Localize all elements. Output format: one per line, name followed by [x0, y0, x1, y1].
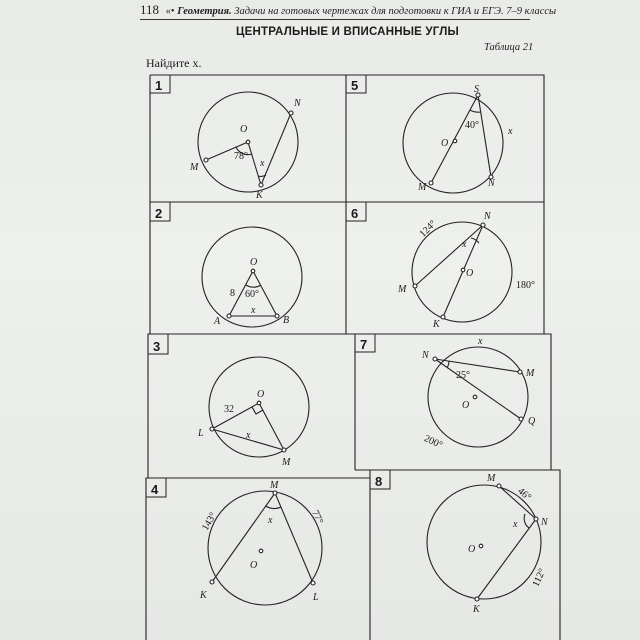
label: 143° — [200, 510, 220, 533]
label: N — [294, 98, 301, 109]
label: 180° — [516, 280, 535, 291]
label: O — [250, 560, 258, 571]
label: O — [468, 544, 476, 555]
page-number: 118 — [140, 2, 160, 17]
label: K — [256, 190, 263, 201]
table-label: Таблица 21 — [484, 42, 534, 53]
label: N — [541, 517, 548, 528]
label: 46° — [515, 485, 534, 504]
label: K — [473, 604, 480, 615]
label: M — [190, 162, 199, 173]
label: x — [508, 126, 513, 137]
problem-number-7: 7 — [360, 337, 368, 352]
label: x — [251, 305, 256, 316]
label: N — [484, 211, 491, 222]
label: x — [478, 336, 483, 347]
label: M — [487, 473, 496, 484]
problem-number-2: 2 — [155, 206, 163, 221]
label: K — [433, 319, 440, 330]
problem-1-figure — [198, 92, 298, 192]
label: 78° — [234, 151, 248, 162]
label: O — [240, 124, 248, 135]
label: 124° — [417, 218, 439, 240]
label: L — [198, 428, 204, 439]
label: A — [214, 316, 221, 327]
header-ornament: «• — [165, 6, 175, 17]
label: 8 — [230, 288, 235, 299]
problem-4-figure — [208, 491, 322, 605]
problem-7-figure — [428, 347, 528, 447]
book-subtitle: Задачи на готовых чертежах для подготовки к ГИА и ЕГЭ. 7–9 классы — [234, 6, 557, 17]
problem-number-4: 4 — [151, 482, 159, 497]
circle — [427, 485, 541, 599]
label: M — [398, 284, 407, 295]
problem-number-6: 6 — [351, 206, 359, 221]
label: x — [268, 515, 273, 526]
label: Q — [528, 416, 536, 427]
label: x — [513, 519, 518, 530]
label: 200° — [422, 433, 445, 452]
label: 112° — [530, 566, 549, 589]
label: S — [474, 84, 479, 95]
label: N — [488, 178, 495, 189]
label: x — [246, 430, 251, 441]
problem-number-1: 1 — [155, 78, 163, 93]
problem-number-5: 5 — [351, 78, 359, 93]
grid-left-border — [146, 75, 150, 640]
label: L — [313, 592, 319, 603]
instruction: Найдите x. — [146, 56, 202, 70]
label: K — [200, 590, 207, 601]
label: M — [270, 480, 279, 491]
problem-number-8: 8 — [375, 474, 383, 489]
label: 32 — [224, 404, 234, 415]
label: M — [526, 368, 535, 379]
circle — [428, 347, 528, 447]
label: N — [422, 350, 429, 361]
section-title: ЦЕНТРАЛЬНЫЕ И ВПИСАННЫЕ УГЛЫ — [236, 26, 459, 38]
label: O — [462, 400, 470, 411]
label: x — [260, 158, 265, 169]
problem-number-3: 3 — [153, 339, 161, 354]
label: B — [283, 315, 290, 326]
label: O — [250, 257, 258, 268]
label: 25° — [456, 370, 470, 381]
label: 40° — [465, 120, 479, 131]
label: 60° — [245, 289, 259, 300]
book-title: Геометрия. — [177, 6, 232, 17]
label: O — [257, 389, 265, 400]
label: 77° — [309, 508, 326, 526]
problem-8-figure — [427, 484, 541, 601]
circle — [208, 491, 322, 605]
label: O — [466, 268, 474, 279]
label: M — [282, 457, 291, 468]
label: x — [462, 239, 467, 250]
label: O — [441, 138, 449, 149]
label: M — [418, 182, 427, 193]
